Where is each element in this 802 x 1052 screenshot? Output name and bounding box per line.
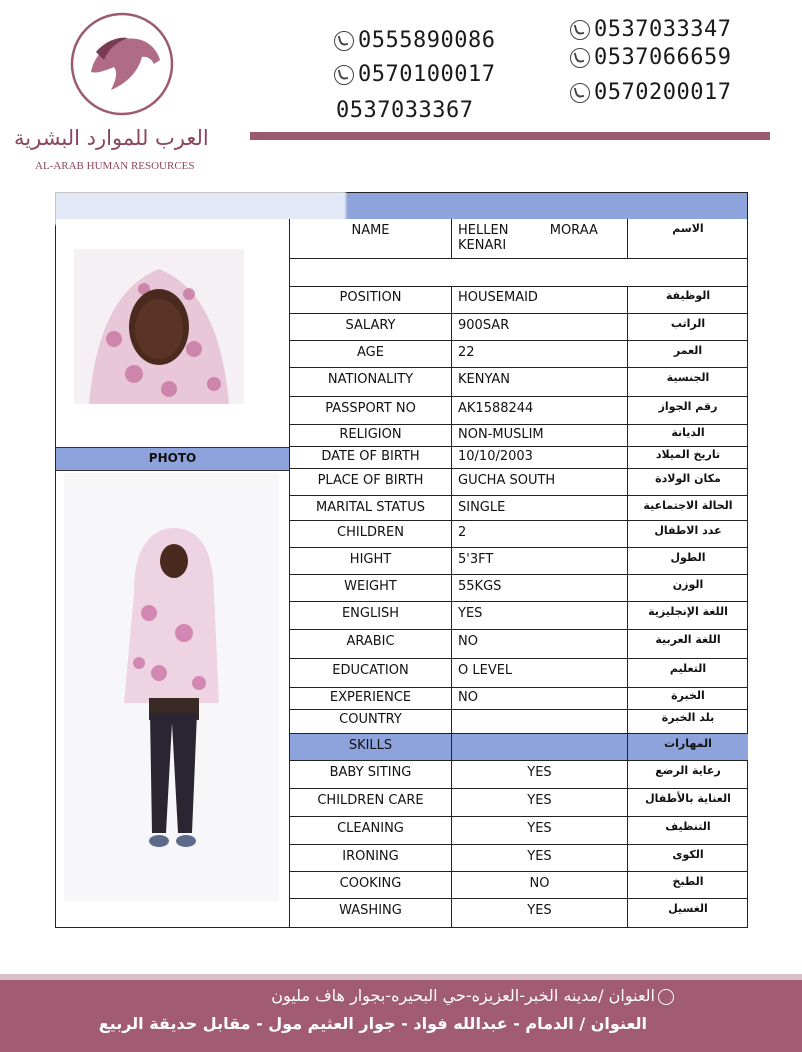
skills-header-empty <box>452 734 628 760</box>
field-row-weight <box>290 575 748 602</box>
skill-label: CLEANING <box>290 817 452 844</box>
field-value: KENYAN <box>452 368 628 396</box>
skill-label-arabic: الغسيل <box>668 902 708 915</box>
skill-label: CHILDREN CARE <box>290 789 452 816</box>
phone-number[interactable] <box>334 28 495 53</box>
footer-address-dammam: العنوان / الدمام - عبدالله فواد - جوار العثيم مول - مقابل حديقة الربيع <box>98 1014 647 1033</box>
phone-number[interactable] <box>570 80 731 105</box>
field-row-education <box>290 659 748 688</box>
field-row-position <box>290 286 748 314</box>
skill-value: YES <box>452 761 628 788</box>
field-value <box>452 710 628 733</box>
field-label: DATE OF BIRTH <box>290 447 452 468</box>
field-label-arabic: الخبرة <box>671 689 705 702</box>
phone-text: 0570200017 <box>594 80 732 105</box>
field-value: HOUSEMAID <box>452 286 628 313</box>
field-label: ARABIC <box>290 630 452 658</box>
phone-text: 0537033347 <box>594 17 732 42</box>
skills-title: SKILLS <box>290 734 452 760</box>
field-label-arabic: العمر <box>673 344 703 357</box>
field-row-height <box>290 548 748 575</box>
skill-row <box>290 761 748 789</box>
phone-text: 0537033367 <box>336 98 474 123</box>
field-label-arabic: الوظيفة <box>665 289 711 302</box>
field-label-arabic: عدد الاطفال <box>654 524 722 537</box>
phone-icon <box>334 31 354 51</box>
empty-row <box>290 259 748 287</box>
field-label: WEIGHT <box>290 575 452 601</box>
field-label-arabic: الطول <box>670 551 706 564</box>
field-value: YES <box>452 602 628 629</box>
field-label: COUNTRY <box>290 710 452 733</box>
field-row-children <box>290 521 748 548</box>
field-row-marital <box>290 496 748 521</box>
field-row-name <box>290 219 748 259</box>
field-label-arabic: تاريخ الميلاد <box>655 448 721 461</box>
field-label-arabic: بلد الخبرة <box>661 711 715 724</box>
footer-address-khobar <box>271 986 674 1005</box>
field-value: 10/10/2003 <box>452 447 628 468</box>
skill-row <box>290 845 748 872</box>
header-divider <box>250 132 770 140</box>
phone-icon <box>570 20 590 40</box>
field-label: ENGLISH <box>290 602 452 629</box>
field-row-passport <box>290 397 748 425</box>
field-row-salary <box>290 314 748 341</box>
field-label: MARITAL STATUS <box>290 496 452 520</box>
company-name-english: AL-ARAB HUMAN RESOURCES <box>35 160 195 172</box>
field-row-english <box>290 602 748 630</box>
field-value: 5'3FT <box>452 548 628 574</box>
field-value: NO <box>452 688 628 709</box>
field-value: 2 <box>452 521 628 547</box>
skill-value: YES <box>452 789 628 816</box>
skill-row <box>290 872 748 899</box>
portrait-photo <box>74 249 244 404</box>
field-label-arabic: الديانة <box>671 426 705 439</box>
field-row-nationality <box>290 368 748 397</box>
phone-number[interactable] <box>334 62 495 87</box>
field-label-arabic: الوزن <box>672 578 704 591</box>
phone-icon <box>334 65 354 85</box>
field-label: NATIONALITY <box>290 368 452 396</box>
company-name-arabic: العرب للموارد البشرية <box>14 126 209 150</box>
field-label: POSITION <box>290 286 452 313</box>
skill-value: NO <box>452 872 628 898</box>
field-value: O LEVEL <box>452 659 628 687</box>
skill-value: YES <box>452 899 628 927</box>
phone-icon <box>570 83 590 103</box>
skill-label: BABY SITING <box>290 761 452 788</box>
field-label: PLACE OF BIRTH <box>290 469 452 495</box>
field-label: SALARY <box>290 314 452 340</box>
field-label-arabic: مكان الولادة <box>655 472 721 485</box>
skill-label: COOKING <box>290 872 452 898</box>
field-value: 22 <box>452 341 628 367</box>
footer-address-text: العنوان /مدينه الخبر-العزيزه-حي البحيره-بجوار هاف مليون <box>271 986 655 1005</box>
field-value: SINGLE <box>452 496 628 520</box>
full-body-photo <box>64 473 279 901</box>
phone-number[interactable] <box>570 17 731 42</box>
skill-label: WASHING <box>290 899 452 927</box>
field-label: EDUCATION <box>290 659 452 687</box>
field-label: RELIGION <box>290 425 452 446</box>
field-label-arabic: الراتب <box>670 317 706 330</box>
field-row-religion <box>290 425 748 447</box>
field-label: CHILDREN <box>290 521 452 547</box>
field-value: 900SAR <box>452 314 628 340</box>
field-value: GUCHA SOUTH <box>452 469 628 495</box>
field-row-experience <box>290 688 748 710</box>
skills-header <box>290 734 748 761</box>
field-row-age <box>290 341 748 368</box>
field-row-dob <box>290 447 748 469</box>
phone-number[interactable] <box>336 98 473 123</box>
field-value: HELLEN MORAA KENARI <box>452 219 628 258</box>
location-pin-icon <box>658 989 674 1005</box>
field-value: 55KGS <box>452 575 628 601</box>
skill-row <box>290 789 748 817</box>
field-value: NON-MUSLIM <box>452 425 628 446</box>
field-label-arabic: رقم الجواز <box>658 400 718 413</box>
field-label-arabic: الحالة الاجتماعية <box>643 499 733 512</box>
skill-label-arabic: العناية بالأطفال <box>645 792 731 805</box>
phone-text: 0570100017 <box>358 62 496 87</box>
field-label-arabic: اللغة العربية <box>655 633 721 646</box>
skill-label: IRONING <box>290 845 452 871</box>
phone-text: 0537066659 <box>594 45 732 70</box>
cv-form <box>55 192 748 928</box>
phone-number[interactable] <box>570 45 731 70</box>
skill-label-arabic: الطبخ <box>672 875 704 888</box>
field-label: HIGHT <box>290 548 452 574</box>
field-value: AK1588244 <box>452 397 628 424</box>
skill-value: YES <box>452 817 628 844</box>
phone-text: 0555890086 <box>358 28 496 53</box>
skill-label-arabic: رعاية الرضع <box>655 764 721 777</box>
skill-label-arabic: الكوى <box>672 848 704 861</box>
skill-row <box>290 817 748 845</box>
field-label: AGE <box>290 341 452 367</box>
skill-label-arabic: التنظيف <box>665 820 711 833</box>
skills-title-arabic: المهارات <box>664 737 712 750</box>
field-label: NAME <box>290 219 452 258</box>
field-row-country <box>290 710 748 734</box>
field-value: NO <box>452 630 628 658</box>
phone-icon <box>570 48 590 68</box>
field-label-arabic: اللغة الإنجليزية <box>648 605 728 618</box>
field-label: PASSPORT NO <box>290 397 452 424</box>
horse-logo <box>66 12 178 116</box>
skill-row <box>290 899 748 927</box>
field-label-arabic: الجنسية <box>666 371 710 384</box>
photo-label: PHOTO <box>56 447 289 471</box>
field-label: EXPERIENCE <box>290 688 452 709</box>
field-row-place-of-birth <box>290 469 748 496</box>
field-label-arabic: التعليم <box>669 662 707 675</box>
field-row-arabic <box>290 630 748 659</box>
field-label-arabic: الاسم <box>672 222 704 235</box>
skill-value: YES <box>452 845 628 871</box>
